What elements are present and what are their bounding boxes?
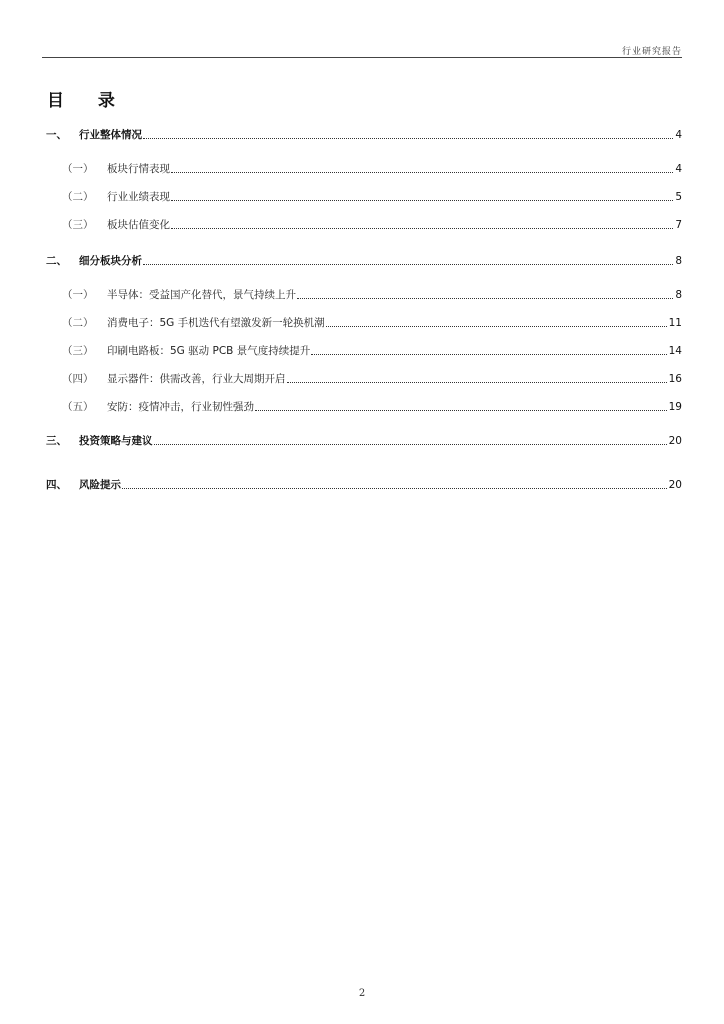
toc-entry-label[interactable]: 投资策略与建议	[79, 435, 153, 447]
toc-entry[interactable]	[0, 286, 724, 302]
toc-dot-leader	[255, 410, 667, 411]
toc-entry[interactable]	[0, 126, 724, 142]
toc-entry-line	[107, 288, 682, 302]
toc-dot-leader	[154, 444, 667, 445]
toc-entry[interactable]	[0, 252, 724, 268]
toc-entry-page: 7	[675, 219, 682, 231]
toc-entry-label[interactable]: 显示器件：供需改善，行业大周期开启	[107, 373, 286, 385]
toc-entry-number: 一、	[46, 129, 67, 141]
toc-entry[interactable]	[0, 160, 724, 176]
toc-entry-line	[79, 434, 682, 448]
toc-entry[interactable]	[0, 216, 724, 232]
toc-entry-page: 19	[668, 401, 682, 413]
toc-entry-number: （五）	[62, 401, 94, 413]
toc-dot-leader	[171, 172, 673, 173]
toc-entry-page: 20	[668, 435, 682, 447]
toc-entry-line	[79, 128, 682, 142]
toc-entry-label[interactable]: 细分板块分析	[79, 255, 142, 267]
toc-entry[interactable]	[0, 370, 724, 386]
toc-entry[interactable]	[0, 188, 724, 204]
toc-entry-number: 二、	[46, 255, 67, 267]
toc-dot-leader	[171, 200, 673, 201]
toc-entry-line	[107, 372, 682, 386]
toc-entry-number: （一）	[62, 289, 94, 301]
toc-entry-line	[79, 254, 682, 268]
toc-entry-number: （二）	[62, 191, 94, 203]
toc-entry-number: （四）	[62, 373, 94, 385]
toc-entry-label[interactable]: 消费电子：5G 手机迭代有望激发新一轮换机潮	[107, 317, 325, 329]
toc-entry[interactable]	[0, 398, 724, 414]
toc-entry-label[interactable]: 安防：疫情冲击，行业韧性强劲	[107, 401, 254, 413]
toc-entry-page: 11	[668, 317, 682, 329]
toc-entry-line	[107, 218, 682, 232]
toc-entry-label[interactable]: 行业整体情况	[79, 129, 142, 141]
toc-entry-number: 四、	[46, 479, 67, 491]
toc-entry[interactable]	[0, 476, 724, 492]
toc-entry-line	[107, 400, 682, 414]
toc-entry-page: 16	[668, 373, 682, 385]
header-divider	[42, 57, 682, 58]
toc-dot-leader	[143, 264, 673, 265]
toc-dot-leader	[287, 382, 667, 383]
toc-entry-line	[79, 478, 682, 492]
toc-entry-page: 20	[668, 479, 682, 491]
toc-entry-label[interactable]: 行业业绩表现	[107, 191, 170, 203]
toc-heading: 目 录	[47, 91, 129, 111]
page-number: 2	[358, 988, 366, 999]
toc-entry-label[interactable]: 板块行情表现	[107, 163, 170, 175]
toc-dot-leader	[311, 354, 666, 355]
toc-entry-page: 8	[675, 289, 682, 301]
toc-entry-page: 4	[675, 129, 682, 141]
toc-entry-line	[107, 162, 682, 176]
toc-entry[interactable]	[0, 314, 724, 330]
toc-entry-number: （一）	[62, 163, 94, 175]
toc-entry-line	[107, 190, 682, 204]
toc-entry-number: 三、	[46, 435, 67, 447]
toc-entry[interactable]	[0, 342, 724, 358]
toc-entry-label[interactable]: 印刷电路板：5G 驱动 PCB 景气度持续提升	[107, 345, 311, 357]
toc-entry-page: 5	[675, 191, 682, 203]
toc-entry-page: 4	[675, 163, 682, 175]
toc-entry[interactable]	[0, 432, 724, 448]
toc-entry-label[interactable]: 板块估值变化	[107, 219, 170, 231]
toc-entry-label[interactable]: 风险提示	[79, 479, 121, 491]
toc-dot-leader	[326, 326, 667, 327]
toc-dot-leader	[171, 228, 673, 229]
toc-entry-number: （三）	[62, 219, 94, 231]
toc-entry-page: 14	[668, 345, 682, 357]
toc-entry-label[interactable]: 半导体：受益国产化替代，景气持续上升	[107, 289, 296, 301]
toc-dot-leader	[297, 298, 673, 299]
toc-entry-number: （三）	[62, 345, 94, 357]
toc-entry-line	[107, 344, 682, 358]
toc-entry-number: （二）	[62, 317, 94, 329]
toc-entry-page: 8	[675, 255, 682, 267]
toc-dot-leader	[143, 138, 673, 139]
toc-entry-line	[107, 316, 682, 330]
report-header-title: 行业研究报告	[621, 47, 682, 57]
toc-dot-leader	[122, 488, 667, 489]
